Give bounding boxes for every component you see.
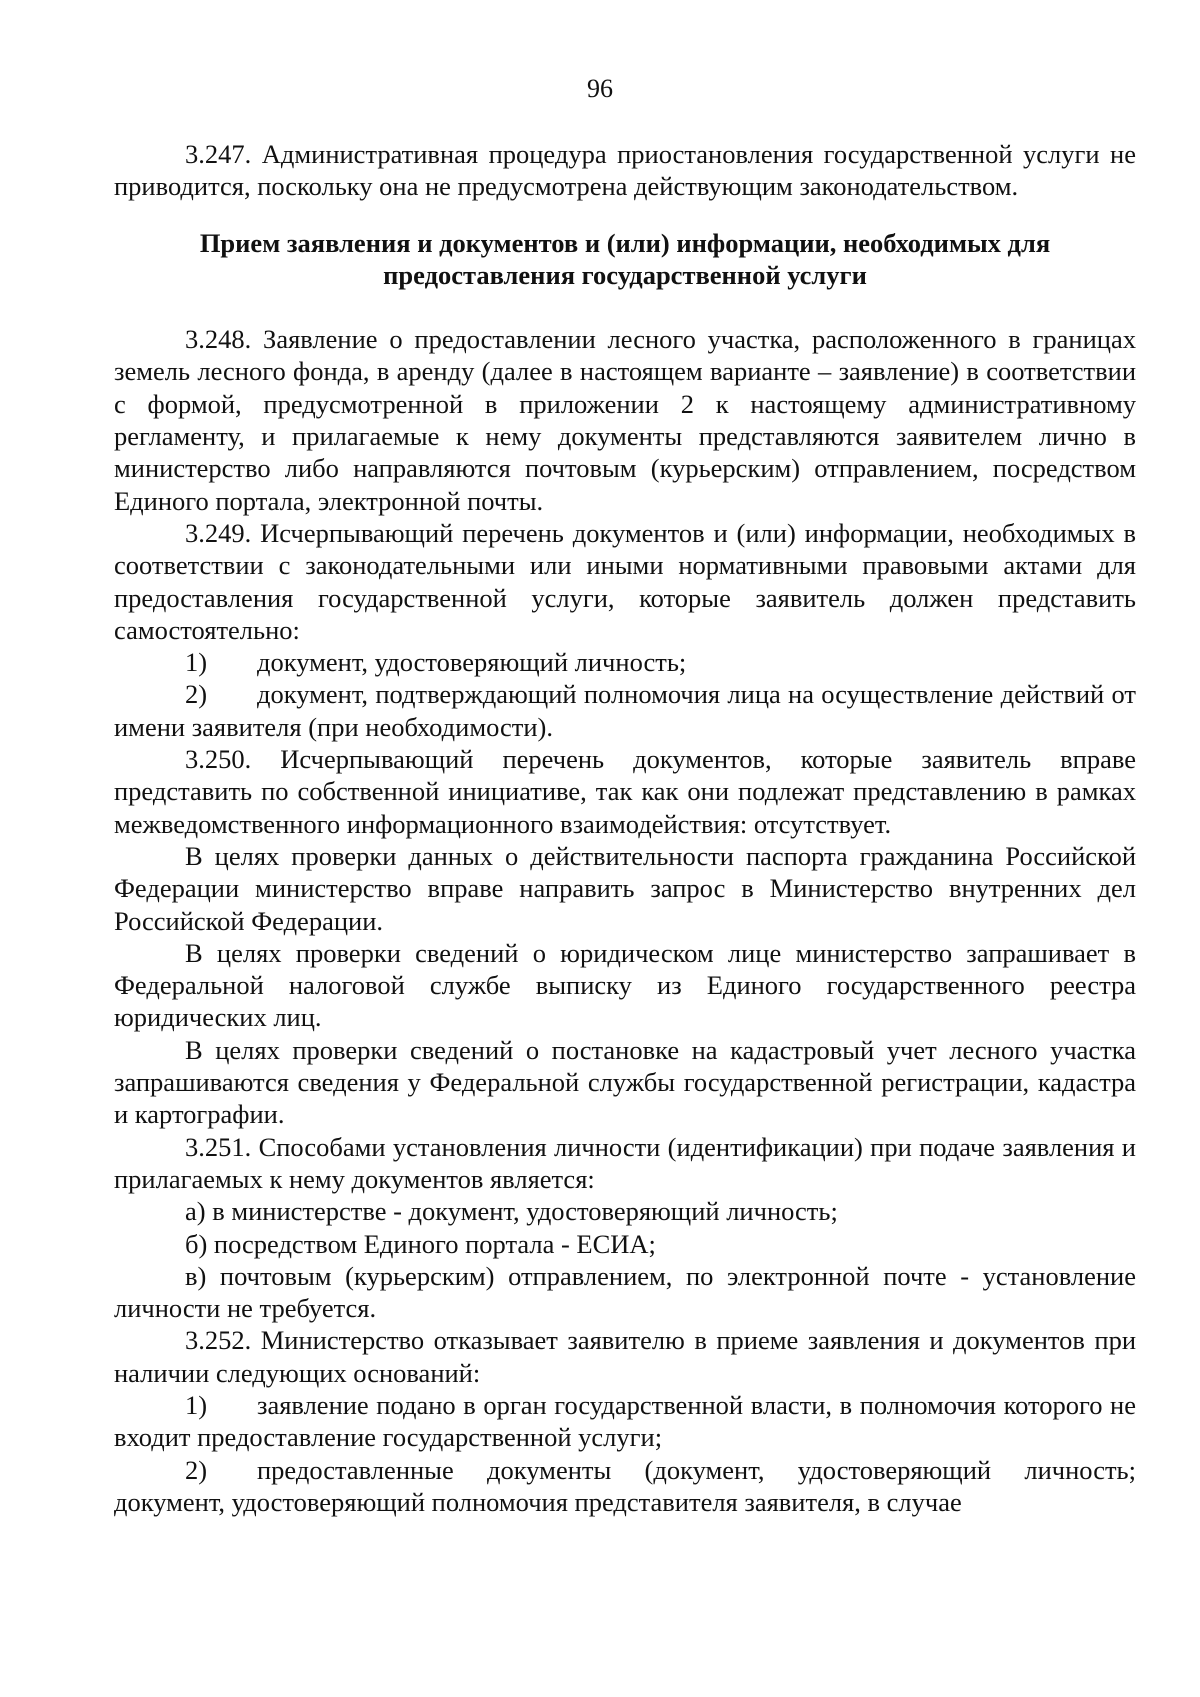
paragraph-3-248: 3.248. Заявление о предоставлении лесного участка, расположенного в границах земель лесного фонда, в аренду (далее в настоящем варианте – заявление) в соответствии с формой, предусмотренной в приложении 2 к настоящему административному регламенту, и прилагаемые к нему документы представляются заявителем лично в министерство либо направляются почтовым (курьерским) отправлением, посредством Единого портала, электронной почты. — [114, 324, 1136, 516]
section-heading-line-1: Прием заявления и документов и (или) информации, необходимых для — [199, 227, 1051, 258]
list-number: 1) — [185, 647, 208, 678]
paragraph-3-251: 3.251. Способами установления личности (идентификации) при подаче заявления и прилагаемых к нему документов является: — [114, 1131, 1136, 1194]
list-number: 2) — [185, 1454, 208, 1485]
list-item-3-249-2 — [114, 678, 1136, 743]
list-item-3-252-1 — [114, 1389, 1136, 1454]
paragraph-3-249: 3.249. Исчерпывающий перечень документов и (или) информации, необходимых в соответствии с законодательными или иными нормативными правовыми актами для предоставления государственной услуги, которые заявитель должен представить самостоятельно: — [114, 517, 1136, 645]
paragraph-legal-entity-check: В целях проверки сведений о юридическом лице министерство запрашивает в Федеральной налоговой службе выписку из Единого государственного реестра юридических лиц. — [114, 937, 1136, 1033]
list-number: 1) — [185, 1389, 208, 1420]
page-number: 96 — [587, 74, 613, 103]
document-body — [114, 138, 1136, 1518]
paragraph-cadastre-check: В целях проверки сведений о постановке на кадастровый учет лесного участка запрашиваются сведения у Федеральной службы государственной регистрации, кадастра и картографии. — [114, 1034, 1136, 1130]
paragraph-3-250: 3.250. Исчерпывающий перечень документов, которые заявитель вправе представить по собственной инициативе, так как они подлежат представлению в рамках межведомственного информационного взаимодействия: отсутствует. — [114, 744, 1136, 839]
section-heading — [114, 227, 1136, 292]
list-item-3-252-2 — [114, 1454, 1136, 1519]
paragraph-passport-check: В целях проверки данных о действительности паспорта гражданина Российской Федерации министерство вправе направить запрос в Министерство внутренних дел Российской Федерации. — [114, 840, 1136, 936]
paragraph-3-251-c: в) почтовым (курьерским) отправлением, по электронной почте - установление личности не требуется. — [114, 1260, 1136, 1324]
paragraph-3-251-b: б) посредством Единого портала - ЕСИА; — [185, 1228, 656, 1259]
list-text: предоставленные документы (документ, удостоверяющий личность; документ, удостоверяющий полномочия представителя заявителя, в случае — [114, 1454, 1136, 1517]
paragraph-3-251-a: а) в министерстве - документ, удостоверяющий личность; — [185, 1196, 838, 1227]
list-text: документ, подтверждающий полномочия лица на осуществление действий от имени заявителя (при необходимости). — [114, 679, 1136, 742]
section-heading-line-2: предоставления государственной услуги — [383, 259, 867, 290]
list-number: 2) — [185, 679, 208, 710]
list-item-3-249-1 — [114, 646, 1136, 678]
paragraph-3-247: 3.247. Административная процедура приостановления государственной услуги не приводится, поскольку она не предусмотрена действующим законодательством. — [114, 139, 1136, 202]
list-text: документ, удостоверяющий личность; — [257, 647, 687, 678]
list-text: заявление подано в орган государственной власти, в полномочия которого не входит предоставление государственной услуги; — [114, 1389, 1136, 1453]
paragraph-3-252: 3.252. Министерство отказывает заявителю в приеме заявления и документов при наличии следующих оснований: — [114, 1325, 1136, 1388]
